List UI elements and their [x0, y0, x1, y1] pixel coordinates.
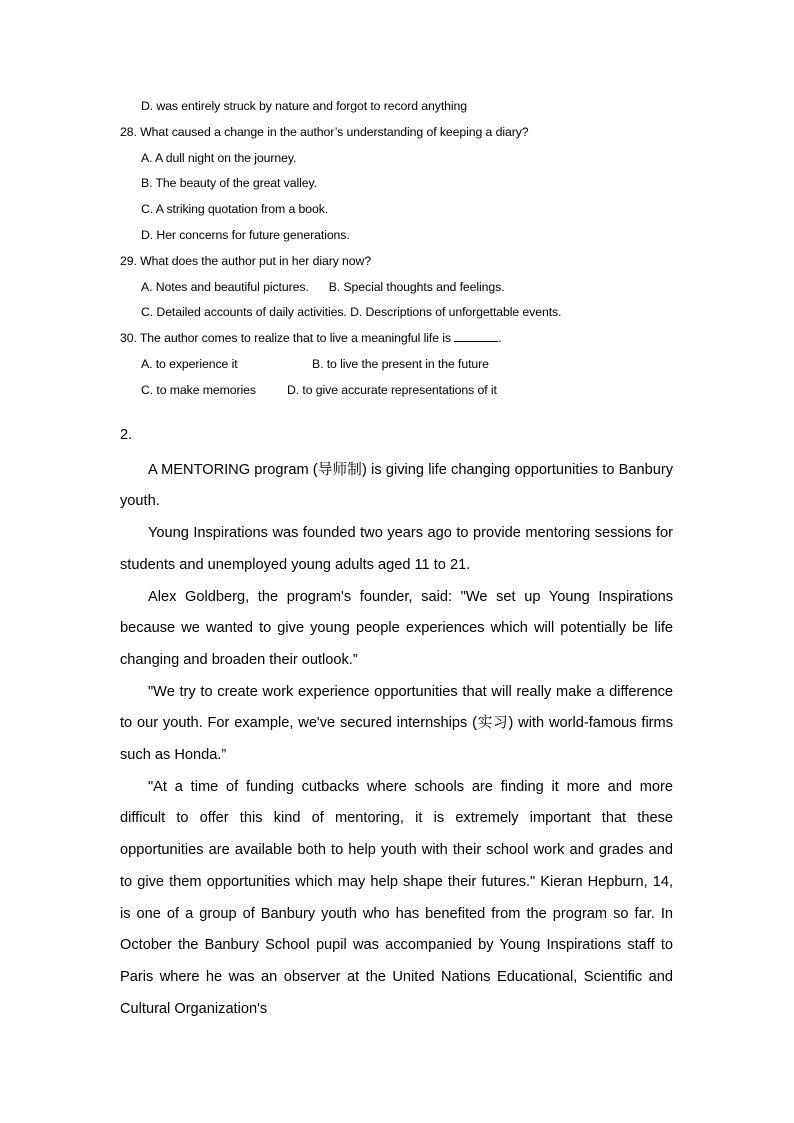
q29-option-c: C. Detailed accounts of daily activities. — [141, 305, 347, 320]
reading-passage — [120, 420, 673, 1025]
q30-option-b: B. to live the present in the future — [312, 356, 489, 371]
q28-option-b: B. The beauty of the great valley. — [141, 176, 317, 191]
passage-paragraph-2: Young Inspirations was founded two years ago to provide mentoring sessions for students and unemployed young adults aged 11 to 21. — [120, 525, 673, 573]
q28-option-d: D. Her concerns for future generations. — [141, 227, 350, 242]
q30-stem — [120, 326, 680, 352]
q30-stem-period: . — [498, 331, 502, 346]
q30-stem-text: 30. The author comes to realize that to live a meaningful life is — [120, 331, 451, 346]
passage-paragraph-3: Alex Goldberg, the program's founder, said: "We set up Young Inspirations because we wanted to give young people experiences which will potentially be life changing and broaden their outlook.” — [120, 588, 673, 668]
q30-option-a: A. to experience it — [141, 356, 238, 371]
q27-option-d: D. was entirely struck by nature and forgot to record anything — [141, 99, 467, 113]
passage-paragraph-1: A MENTORING program (导师制) is giving life changing opportunities to Banbury youth. — [120, 461, 673, 510]
q29-options-row-1 — [120, 275, 680, 301]
passage-number: 2. — [120, 427, 133, 443]
passage-paragraph-5: "At a time of funding cutbacks where schools are finding it more and more difficult to offer this kind of mentoring, it is extremely important that these opportunities are available both to help youth with their school work and grades and to give them opportunities which may help shape their futures." Kieran Hepburn, 14, is one of a group of Banbury youth who has benefited from the program so far. In October the Banbury School pupil was accompanied by Young Inspirations staff to Paris where he was an observer at the United Nations Educational, Scientific and Cultural Organization's — [120, 778, 673, 1017]
q29-stem: 29. What does the author put in her diary now? — [120, 253, 372, 268]
q30-options-row-2 — [120, 378, 680, 404]
q30-answer-blank — [454, 329, 498, 342]
questions-section — [120, 94, 680, 404]
passage-paragraph-4: "We try to create work experience opportunities that will really make a difference to our youth. For example, we've secured internships (实习) with world-famous firms such as Honda.” — [120, 683, 673, 764]
q28-option-c: C. A striking quotation from a book. — [141, 202, 329, 217]
q28-option-a: A. A dull night on the journey. — [141, 150, 297, 165]
q29-option-d: D. Descriptions of unforgettable events. — [350, 305, 562, 320]
q30-options-row-1 — [120, 352, 680, 378]
q29-options-row-2 — [120, 300, 680, 326]
q29-option-b: B. Special thoughts and feelings. — [328, 279, 505, 294]
q29-option-a: A. Notes and beautiful pictures. — [141, 279, 309, 294]
q30-option-d: D. to give accurate representations of it — [287, 382, 497, 397]
q30-option-c: C. to make memories — [141, 382, 256, 397]
q28-stem: 28. What caused a change in the author’s understanding of keeping a diary? — [120, 124, 529, 139]
